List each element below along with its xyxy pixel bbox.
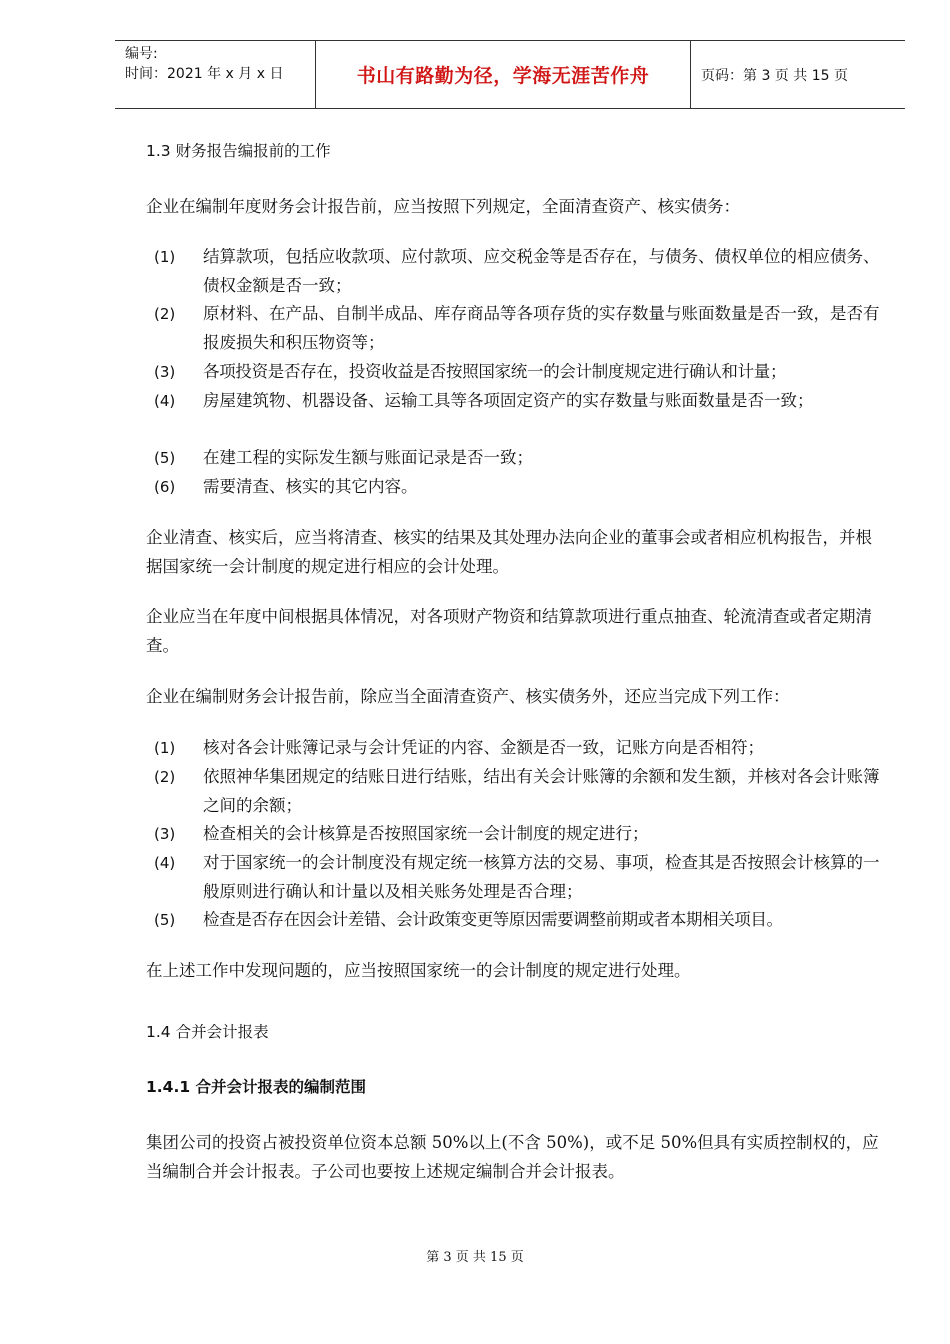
page-header bbox=[115, 40, 905, 109]
list-number: (4) bbox=[154, 854, 176, 872]
list-text: 结算款项，包括应收款项、应付款项、应交税金等是否存在，与债务、债权单位的相应债务、债权金额是否一致； bbox=[203, 247, 880, 295]
list-number: (5) bbox=[154, 449, 176, 467]
list-text: 对于国家统一的会计制度没有规定统一核算方法的交易、事项，检查其是否按照会计核算的一般原则进行确认和计量以及相关账务处理是否合理； bbox=[203, 853, 880, 901]
doc-number: 编号: bbox=[125, 46, 158, 62]
list-text: 需要清查、核实的其它内容。 bbox=[203, 477, 418, 496]
list-number: (1) bbox=[154, 248, 176, 266]
paragraph-intro: 企业在编制年度财务会计报告前，应当按照下列规定，全面清查资产、核实债务： bbox=[146, 197, 740, 216]
list-number: (3) bbox=[154, 363, 176, 381]
header-meta bbox=[115, 41, 315, 108]
subsection-heading-1-4-1: 1.4.1 合并会计报表的编制范围 bbox=[146, 1078, 367, 1096]
list-text: 检查相关的会计核算是否按照国家统一会计制度的规定进行； bbox=[203, 824, 649, 843]
list-text: 原材料、在产品、自制半成品、库存商品等各项存货的实存数量与账面数量是否一致，是否有报废损失和积压物资等； bbox=[203, 304, 880, 352]
doc-date: 时间：2021 年 x 月 x 日 bbox=[125, 66, 284, 82]
list-number: (1) bbox=[154, 739, 176, 757]
paragraph-scope: 集团公司的投资占被投资单位资本总额 50%以上(不含 50%)，或不足 50%但具有实质控制权的，应当编制合并会计报表。子公司也要按上述规定编制合并会计报表。 bbox=[146, 1133, 879, 1181]
list-text: 各项投资是否存在，投资收益是否按照国家统一的会计制度规定进行确认和计量； bbox=[203, 362, 787, 381]
paragraph-2: 企业清查、核实后，应当将清查、核实的结果及其处理办法向企业的董事会或者相应机构报告，并根据国家统一会计制度的规定进行相应的会计处理。 bbox=[146, 528, 872, 576]
section-heading-1-3: 1.3 财务报告编报前的工作 bbox=[146, 142, 331, 160]
list-number: (2) bbox=[154, 305, 176, 323]
header-page-number: 页码：第 3 页 共 15 页 bbox=[701, 67, 848, 84]
list-number: (3) bbox=[154, 825, 176, 843]
paragraph-5: 在上述工作中发现问题的，应当按照国家统一的会计制度的规定进行处理。 bbox=[146, 961, 691, 980]
list-text: 依照神华集团规定的结账日进行结账，结出有关会计账簿的余额和发生额，并核对各会计账簿之间的余额； bbox=[203, 767, 880, 815]
list-text: 检查是否存在因会计差错、会计政策变更等原因需要调整前期或者本期相关项目。 bbox=[203, 910, 783, 929]
list-number: (5) bbox=[154, 911, 176, 929]
list-text: 房屋建筑物、机器设备、运输工具等各项固定资产的实存数量与账面数量是否一致； bbox=[203, 391, 814, 410]
list-number: (4) bbox=[154, 392, 176, 410]
header-motto-cell bbox=[315, 41, 691, 108]
list-number: (2) bbox=[154, 768, 176, 786]
list-text: 在建工程的实际发生额与账面记录是否一致； bbox=[203, 448, 533, 467]
list-text: 核对各会计账簿记录与会计凭证的内容、金额是否一致，记账方向是否相符； bbox=[203, 738, 764, 757]
page-footer: 第 3 页 共 15 页 bbox=[426, 1250, 524, 1265]
list-number: (6) bbox=[154, 478, 176, 496]
section-heading-1-4: 1.4 合并会计报表 bbox=[146, 1023, 269, 1041]
paragraph-3: 企业应当在年度中间根据具体情况，对各项财产物资和结算款项进行重点抽查、轮流清查或者定期清查。 bbox=[146, 607, 872, 655]
paragraph-4: 企业在编制财务会计报告前，除应当全面清查资产、核实债务外，还应当完成下列工作： bbox=[146, 687, 790, 706]
header-page-cell bbox=[691, 41, 905, 108]
header-motto: 书山有路勤为径，学海无涯苦作舟 bbox=[356, 65, 650, 87]
